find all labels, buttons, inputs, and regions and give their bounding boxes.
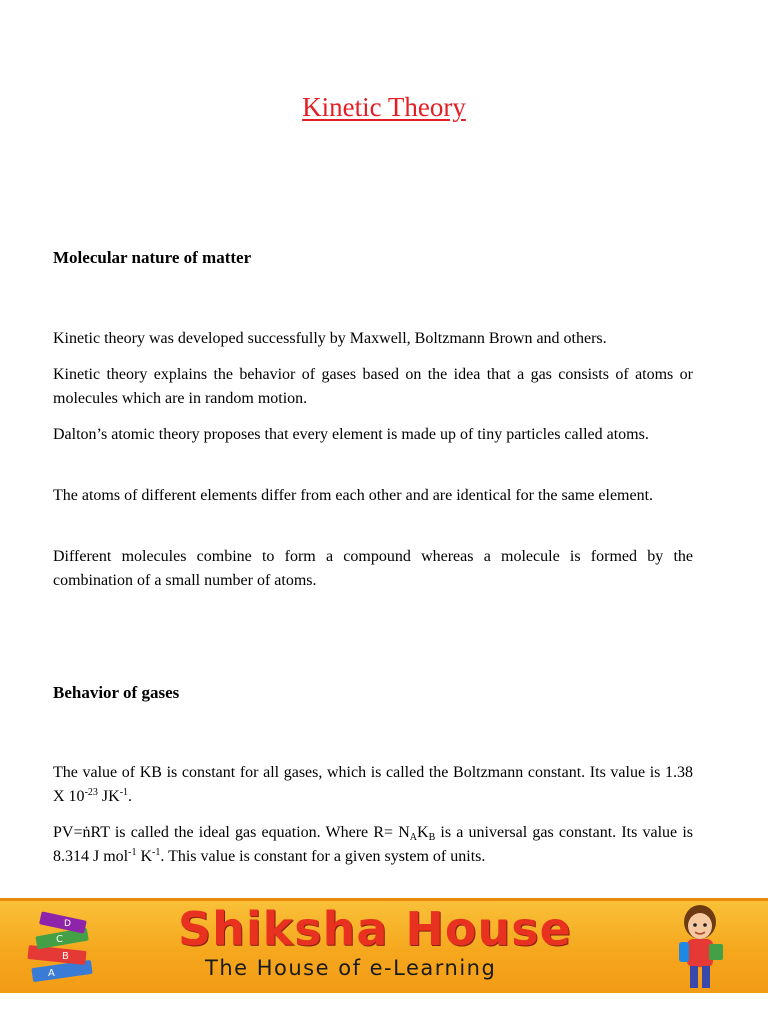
section-heading-gases: Behavior of gases <box>53 683 180 702</box>
paragraph-2: Kinetic theory explains the behavior of gases based on the idea that a gas consists of atoms or molecules which are in random motion. <box>53 366 693 407</box>
brand-tagline: The House of e-Learning <box>205 956 497 980</box>
ideal-gas-sub-a: A <box>409 832 417 843</box>
boltzmann-exponent: -23 <box>84 787 98 798</box>
paragraph-boltzmann <box>53 761 693 809</box>
ideal-gas-text-4: K <box>136 848 153 865</box>
ideal-gas-text-2: K <box>417 824 429 841</box>
svg-text:D: D <box>64 919 71 929</box>
ideal-gas-sub-b: B <box>428 832 436 843</box>
ideal-gas-text-3: is a universal gas constant. Its value is 8.314 J mol <box>53 824 694 865</box>
document-title: Kinetic Theory <box>302 92 466 122</box>
student-mascot-icon <box>665 900 735 992</box>
paragraph-5: Different molecules combine to form a compound whereas a molecule is formed by the combination of a small number of atoms. <box>53 548 693 589</box>
svg-text:C: C <box>56 934 63 945</box>
ideal-gas-sup-1: -1 <box>128 847 137 858</box>
section-heading-molecular: Molecular nature of matter <box>53 248 252 267</box>
paragraph-1: Kinetic theory was developed successfully by Maxwell, Boltzmann Brown and others. <box>53 330 607 347</box>
footer-banner <box>0 898 768 993</box>
svg-text:A: A <box>48 968 55 979</box>
banner-divider <box>0 898 768 901</box>
boltzmann-text: The value of KB is constant for all gases, which is called the Boltzmann constant. Its value is 1.38 X 10 <box>53 764 693 805</box>
books-icon <box>18 902 108 990</box>
paragraph-ideal-gas <box>53 821 693 869</box>
ideal-gas-text-5: . This value is constant for a given system of units. <box>160 848 486 865</box>
svg-text:B: B <box>62 951 69 962</box>
boltzmann-unit: JK <box>97 788 120 805</box>
boltzmann-end: . <box>128 788 133 805</box>
paragraph-3: Dalton’s atomic theory proposes that every element is made up of tiny particles called atoms. <box>53 426 649 443</box>
brand-name: Shiksha House <box>178 902 572 956</box>
ideal-gas-sup-2: -1 <box>152 847 161 858</box>
paragraph-4: The atoms of different elements differ from each other and are identical for the same element. <box>53 487 654 504</box>
ideal-gas-text-1: PV=ṅRT is called the ideal gas equation. Where R= N <box>53 824 410 841</box>
boltzmann-unit-exponent: -1 <box>119 787 129 798</box>
